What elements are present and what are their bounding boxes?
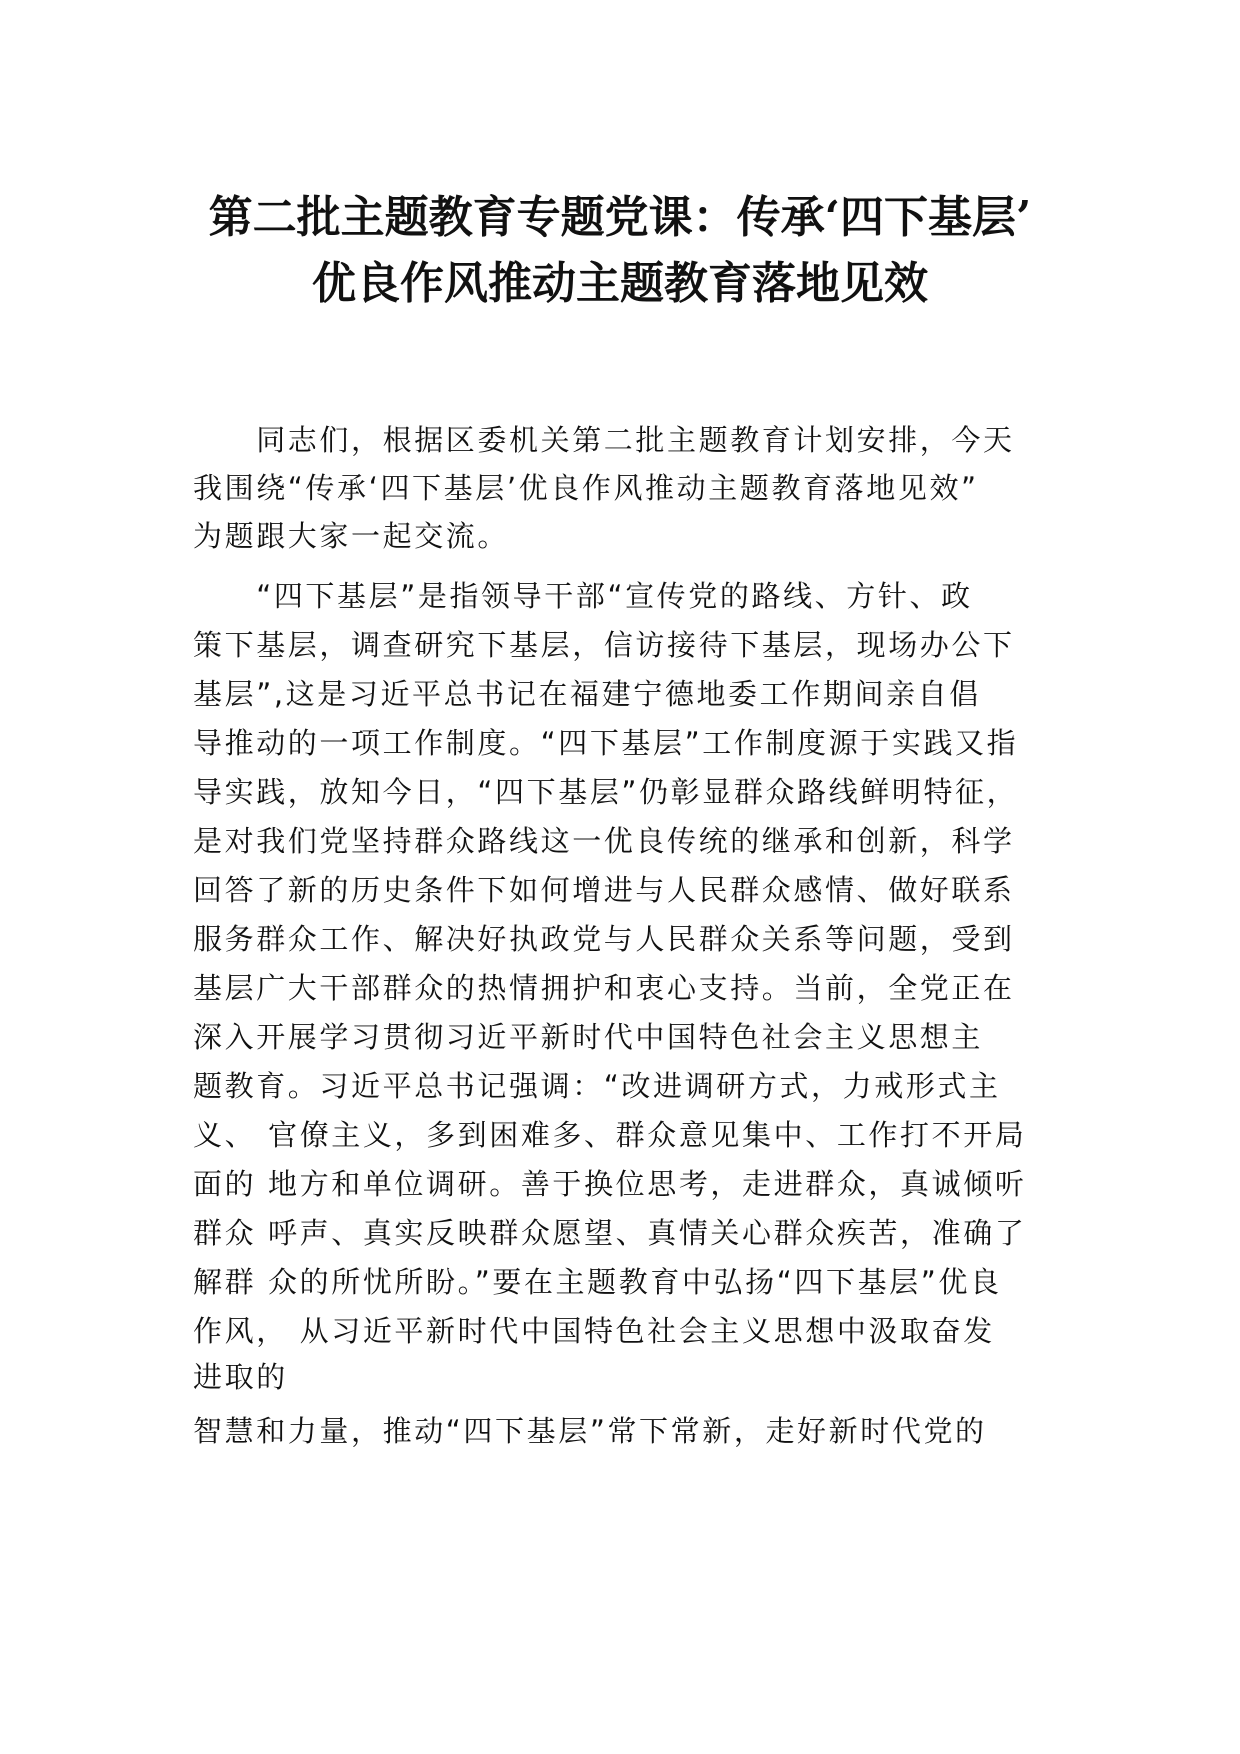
body-line: 群众 呼声、真实反映群众愿望、真情关心群众疾苦，准确了 [193, 1216, 1027, 1250]
body-line: 策下基层，调查研究下基层，信访接待下基层，现场办公下 [193, 628, 1015, 662]
body-line: 义、 官僚主义，多到困难多、群众意见集中、工作打不开局 [193, 1118, 1027, 1152]
body-line: 智慧和力量，推动“四下基层”常下常新，走好新时代党的 [193, 1414, 987, 1448]
body-line: 面的 地方和单位调研。善于换位思考，走进群众，真诚倾听 [193, 1167, 1027, 1201]
body-line: 深入开展学习贯彻习近平新时代中国特色社会主义思想主 [193, 1020, 984, 1054]
document-title-line-1: 第二批主题教育专题党课：传承‘四下基层’ [208, 192, 1032, 243]
body-line: 同志们，根据区委机关第二批主题教育计划安排，今天 [193, 423, 1015, 457]
body-line: 是对我们党坚持群众路线这一优良传统的继承和创新，科学 [193, 824, 1015, 858]
body-line: 服务群众工作、解决好执政党与人民群众关系等问题，受到 [193, 922, 1015, 956]
body-line: 为题跟大家一起交流。 [193, 519, 510, 553]
body-line: 题教育。习近平总书记强调：“改进调研方式，力戒形式主 [193, 1069, 1001, 1103]
body-line: 我围绕“传承‘四下基层’优良作风推动主题教育落地见效” [193, 471, 979, 505]
body-line: 进取的 [193, 1360, 288, 1394]
body-line: 回答了新的历史条件下如何增进与人民群众感情、做好联系 [193, 873, 1015, 907]
body-line: 作风， 从习近平新时代中国特色社会主义思想中汲取奋发 [193, 1314, 995, 1348]
document-title-line-2: 优良作风推动主题教育落地见效 [312, 258, 928, 309]
body-line: 基层广大干部群众的热情拥护和衷心支持。当前，全党正在 [193, 971, 1015, 1005]
body-line: 基层”,这是习近平总书记在福建宁德地委工作期间亲自倡 [193, 677, 981, 711]
body-line: 导实践，放知今日，“四下基层”仍彰显群众路线鲜明特征， [193, 775, 1019, 809]
body-line: 导推动的一项工作制度。“四下基层”工作制度源于实践又指 [193, 726, 1019, 760]
body-line: “四下基层”是指领导干部“宣传党的路线、方针、政 [193, 579, 973, 613]
body-line: 解群 众的所忧所盼。”要在主题教育中弘扬“四下基层”优良 [193, 1265, 1002, 1299]
